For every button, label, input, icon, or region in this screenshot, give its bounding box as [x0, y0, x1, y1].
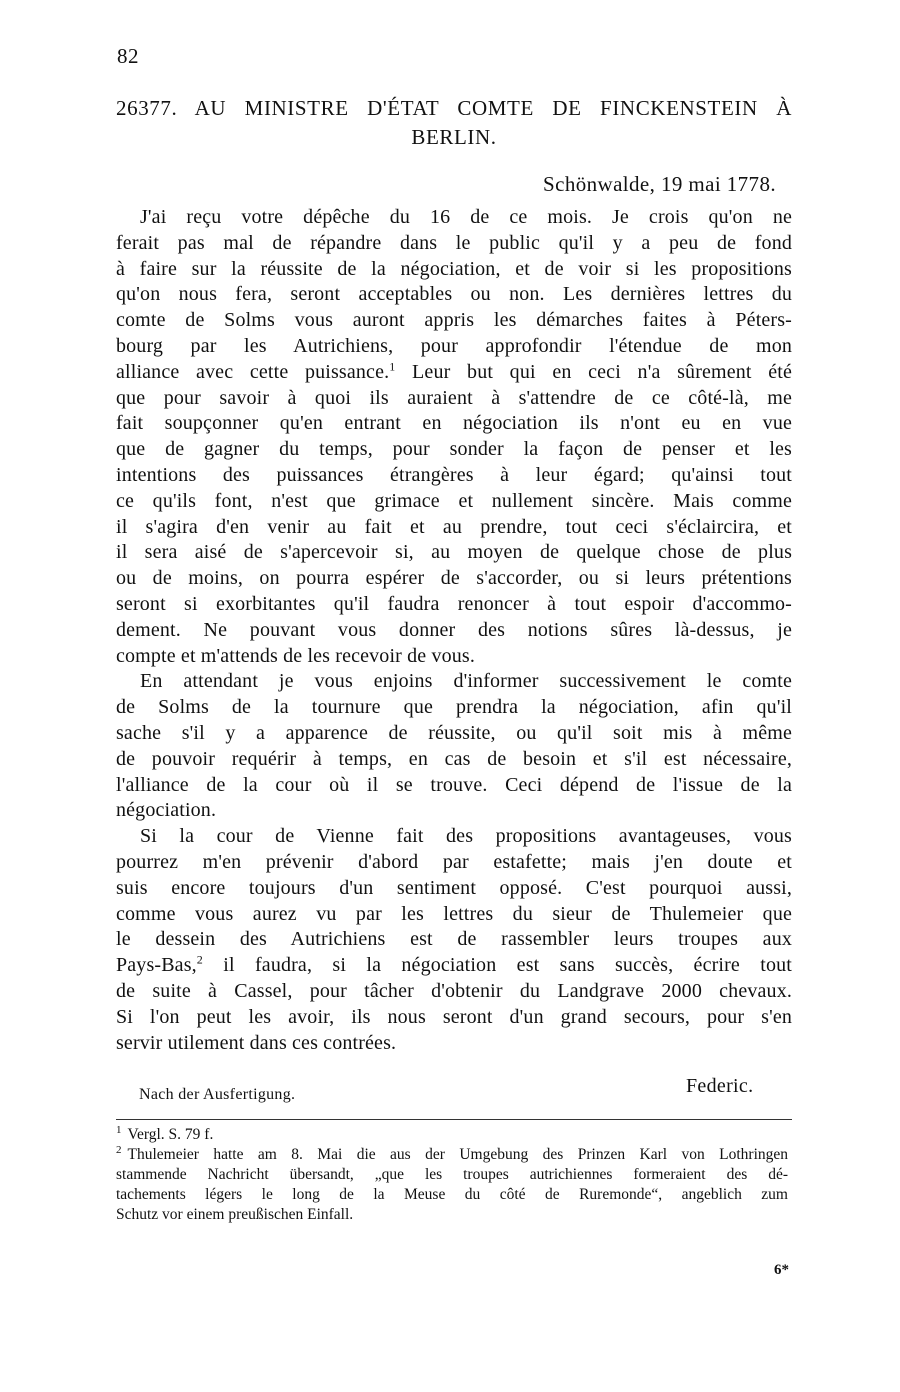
letter-title-line-1: 26377. AU MINISTRE D'ÉTAT COMTE DE FINCKENSTEIN À	[116, 96, 792, 120]
body-line: ferait pas mal de répandre dans le public qu'il y a peu de fond	[116, 231, 792, 254]
body-line: comte de Solms vous auront appris les démarches faites à Péters-	[116, 309, 792, 332]
body-line: fait soupçonner qu'en entrant en négociation ils n'ont eu en vue	[116, 412, 792, 435]
body-line: ce qu'ils font, n'est que grimace et nullement sincère. Mais comme	[116, 489, 792, 512]
footnote-marker: 1	[116, 1123, 122, 1136]
body-text-segment: il faudra, si la négociation est sans succès, écrire tout	[202, 954, 792, 977]
footnote-2-line: stammende Nachricht übersandt, „que les troupes autrichiennes formeraient des dé-	[116, 1166, 788, 1183]
footnote-text: Vergl. S. 79 f.	[127, 1126, 214, 1143]
body-line: bourg par les Autrichiens, pour approfondir l'étendue de mon	[116, 334, 792, 357]
footnote-2-line: Schutz vor einem preußischen Einfall.	[116, 1206, 354, 1223]
footnote-1	[116, 1125, 788, 1145]
letter-title	[116, 94, 792, 152]
body-line: J'ai reçu votre dépêche du 16 de ce mois. Je crois qu'on ne	[140, 206, 792, 228]
body-line: servir utilement dans ces contrées.	[116, 1031, 397, 1054]
body-line: que pour savoir à quoi ils auraient à s'attendre de ce côté-là, me	[116, 386, 792, 409]
body-line: En attendant je vous enjoins d'informer successivement le comte	[140, 670, 792, 693]
body-line: de suite à Cassel, pour tâcher d'obtenir du Landgrave 2000 chevaux.	[116, 979, 792, 1002]
body-line: suis encore toujours d'un sentiment opposé. C'est pourquoi aussi,	[116, 876, 792, 899]
body-text-segment: alliance avec cette puissance.	[116, 360, 390, 383]
body-line: Si la cour de Vienne fait des propositions avantageuses, vous	[140, 825, 792, 848]
body-text-segment: Pays-Bas,	[116, 954, 197, 977]
footnote-reference: 1	[389, 359, 396, 374]
body-line: ou de moins, on pourra espérer de s'accorder, ou si leurs prétentions	[116, 567, 792, 590]
footnote-2-line	[116, 1145, 788, 1165]
body-line: de pouvoir requérir à temps, en cas de besoin et s'il est nécessaire,	[116, 747, 792, 770]
body-line: de Solms de la tournure que prendra la négociation, afin qu'il	[116, 696, 792, 719]
signature-mark: 6*	[774, 1262, 789, 1278]
body-line: l'alliance de la cour où il se trouve. Ceci dépend de l'issue de la	[116, 773, 792, 796]
source-note: Nach der Ausfertigung.	[139, 1086, 296, 1103]
footnote-text: Thulemeier hatte am 8. Mai die aus der Umgebung des Prinzen Karl von Lothringen	[127, 1146, 788, 1163]
body-line: sache s'il y a apparence de réussite, ou qu'il soit mis à même	[116, 721, 792, 744]
body-text-segment: Leur but qui en ceci n'a sûrement été	[395, 360, 793, 383]
body-line: dement. Ne pouvant vous donner des notions sûres là-dessus, je	[116, 618, 792, 641]
body-line	[116, 360, 792, 386]
letter-body	[116, 205, 792, 1056]
body-line: seront si exorbitantes qu'il faudra renoncer à tout espoir d'accommo-	[116, 592, 792, 615]
body-line: intentions des puissances étrangères à leur égard; qu'ainsi tout	[116, 463, 792, 486]
body-line: il sera aisé de s'apercevoir si, au moyen de quelque chose de plus	[116, 541, 792, 564]
body-line: Si l'on peut les avoir, ils nous seront d'un grand secours, pour s'en	[116, 1005, 792, 1028]
letter-title-line-2: BERLIN.	[411, 125, 497, 149]
body-line: négociation.	[116, 799, 217, 822]
body-line: qu'on nous fera, seront acceptables ou non. Les dernières lettres du	[116, 283, 792, 306]
dateline: Schönwalde, 19 mai 1778.	[543, 172, 776, 196]
body-line	[116, 953, 792, 979]
signature: Federic.	[686, 1075, 754, 1097]
page-number: 82	[117, 44, 139, 68]
footnote-reference: 2	[196, 952, 203, 967]
body-line: compte et m'attends de les recevoir de vous.	[116, 644, 475, 667]
body-line: le dessein des Autrichiens est de rassembler leurs troupes aux	[116, 928, 792, 951]
body-line: comme vous aurez vu par les lettres du sieur de Thulemeier que	[116, 902, 792, 925]
footnotes	[116, 1125, 788, 1225]
body-line: à faire sur la réussite de la négociation, et de voir si les propositions	[116, 257, 792, 280]
footnote-2-line: tachements légers le long de la Meuse du côté de Ruremonde“, angeblich zum	[116, 1186, 788, 1203]
body-line: pourrez m'en prévenir d'abord par estafette; mais j'en doute et	[116, 850, 792, 873]
footnote-marker: 2	[116, 1143, 122, 1156]
footnote-rule	[116, 1119, 792, 1120]
body-line: que de gagner du temps, pour sonder la façon de penser et les	[116, 438, 792, 461]
body-line: il s'agira d'en venir au fait et au prendre, tout ceci s'éclaircira, et	[116, 515, 792, 538]
